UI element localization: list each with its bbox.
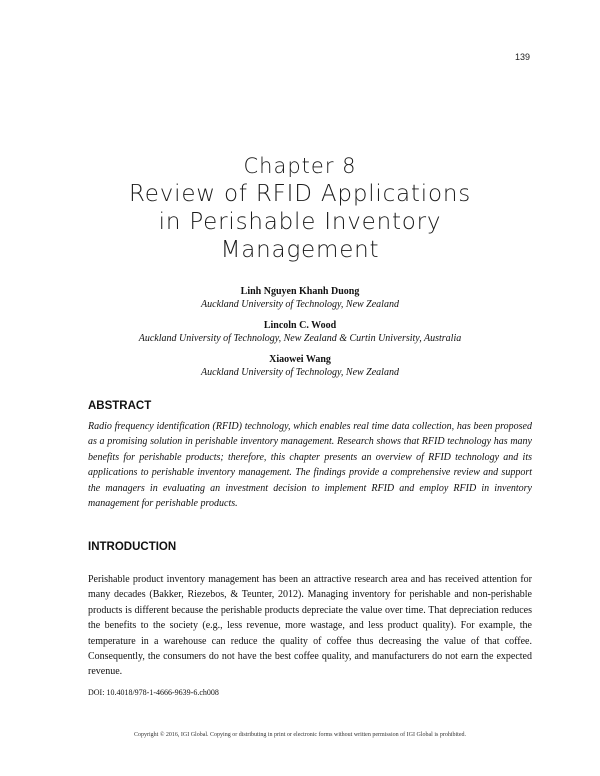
- author-block: [0, 319, 600, 345]
- author-name: Xiaowei Wang: [269, 354, 331, 365]
- author-list: [0, 285, 600, 387]
- doi-line: DOI: 10.4018/978-1-4666-9639-6.ch008: [88, 688, 219, 697]
- author-block: [0, 353, 600, 379]
- abstract-heading: ABSTRACT: [88, 400, 152, 412]
- author-block: [0, 285, 600, 311]
- introduction-heading: INTRODUCTION: [88, 541, 177, 553]
- chapter-title-line: Management: [220, 237, 380, 263]
- chapter-title-line: in Perishable Inventory: [158, 209, 442, 235]
- abstract-text: Radio frequency identification (RFID) technology, which enables real time data collection, has been proposed as a promising solution in perishable inventory management. Research shows that RFID technology has many benefits for perishable products; therefore, this chapter presents an overview of RFID technology and its applications to perishable inventory management. The findings provide a comprehensive review and support the managers in evaluating an investment decision to implement RFID and employ RFID in inventory management for perishable products.: [88, 421, 532, 510]
- copyright-notice: Copyright © 2016, IGI Global. Copying or distributing in print or electronic forms without written permission of IGI Global is prohibited.: [133, 732, 466, 738]
- author-name: Linh Nguyen Khanh Duong: [240, 286, 360, 297]
- author-affiliation: Auckland University of Technology, New Zealand: [201, 299, 399, 310]
- author-name: Lincoln C. Wood: [263, 320, 337, 331]
- chapter-label: Chapter 8: [243, 154, 357, 178]
- chapter-title: [0, 180, 600, 264]
- page-number: 139: [514, 52, 530, 62]
- chapter-title-line: Review of RFID Applications: [129, 181, 471, 207]
- author-affiliation: Auckland University of Technology, New Zealand & Curtin University, Australia: [138, 333, 462, 344]
- author-affiliation: Auckland University of Technology, New Zealand: [201, 367, 399, 378]
- introduction-text: Perishable product inventory management has been an attractive research area and has received attention for many decades (Bakker, Riezebos, & Teunter, 2012). Managing inventory for perishable and non-perishable products is different because the perishable products depreciate the value over time. That depreciation reduces the benefits to the society (e.g., less revenue, more wastage, and less product quality). For example, the temperature in a warehouse can reduce the quality of coffee thus decreasing the value of that coffee. Consequently, the consumers do not have the best coffee quality, and manufacturers do not earn the expected revenue.: [88, 574, 532, 678]
